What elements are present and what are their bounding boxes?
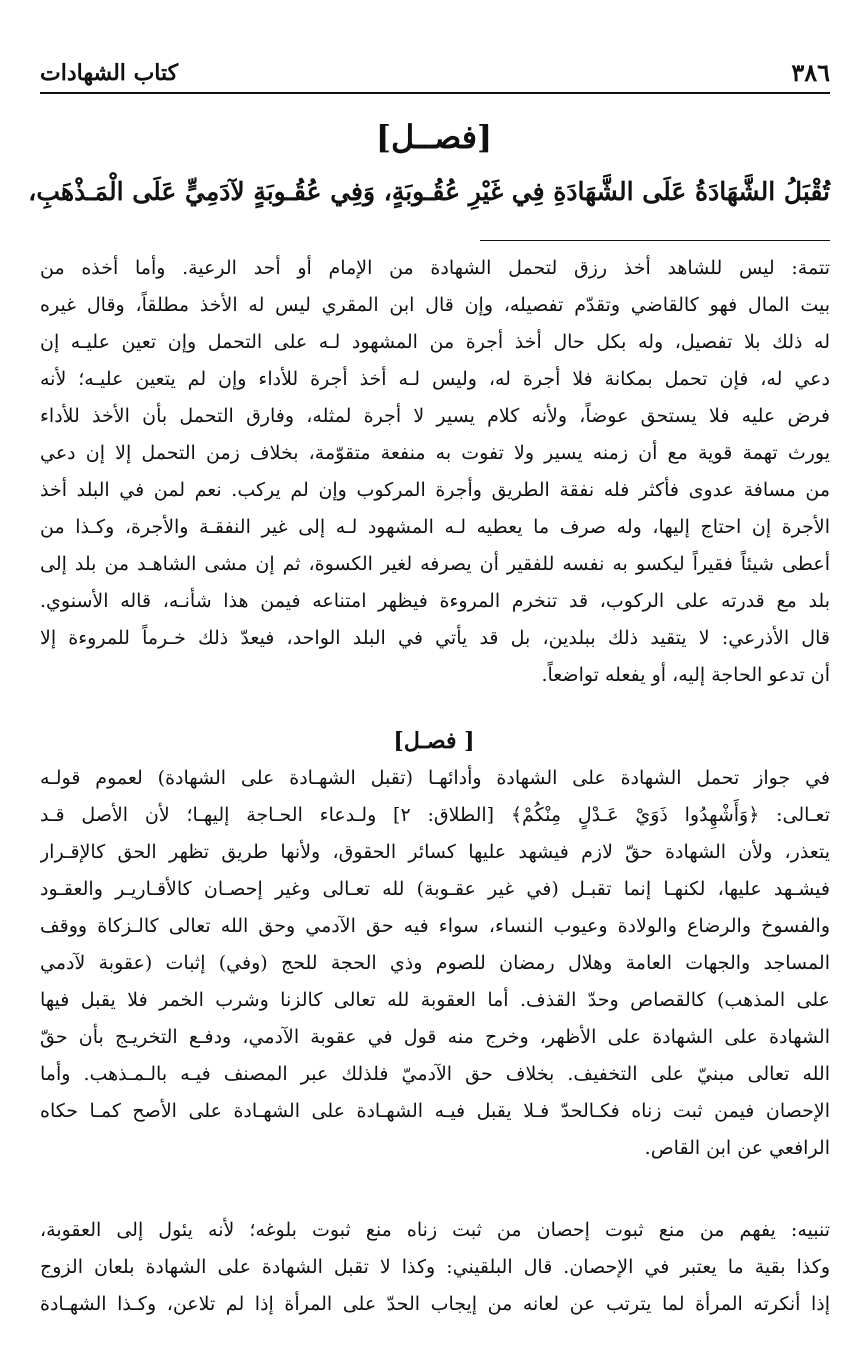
text-line: قال الأذرعي: لا يتقيد ذلك ببلدين، بل قد يأتي في البلد الواحد، فيعدّ ذلك خـرماً للمروءة إلا (40, 627, 830, 649)
text-line: يتعذر، ولأن الشهادة حقّ لازم فيشهد عليها كسائر الحقوق، ولأنها طريق تظهر الحق كالإقـرار (40, 841, 830, 863)
running-title: كتاب الشهادات (40, 60, 179, 86)
text-line: أن تدعو الحاجة إليه، أو يفعله تواضعاً. (541, 664, 830, 686)
text-line: المساجد والجهات العامة وهلال رمضان للصوم وذي الحجة للحج (وفي) إثبات (عقوبة لآدمي (40, 952, 830, 974)
text-line: الشهادة على الشهادة على الأظهر، وخرج منه قول في عقوبة الآدمي، ودفـع التخريـج بأن حقّ (40, 1026, 830, 1048)
text-line: بيت المال فهو كالقاضي وتقدّم تفصيله، وإن قال ابن المقري ليس له الأخذ مطلقاً، وقال غيره (40, 294, 830, 316)
text-line: دعي له، فإن تحمل بمكانة فلا أجرة له، وليس لـه أخذ أجرة للأداء وإن لم يتعين عليـه؛ لأنه (40, 368, 830, 390)
text-line: يورث تهمة قوية مع أن زمنه يسير ولا تفوت به منفعة متقوّمة، بخلاف زمن التحمل إلا إن دعي (40, 442, 830, 464)
text-line: والفسوخ والرضاع والولادة وعيوب النساء، سواء فيه حق الآدمي وحق الله تعالى كالـزكاة ووقف (40, 915, 830, 937)
matn-divider (480, 240, 830, 241)
tanbih-paragraph (40, 1212, 830, 1323)
text-line: وكذا بقية ما يعتبر في الإحصان. قال البلقيني: وكذا لا تقبل الشهادة على الشهادة بلعان الزوج (40, 1256, 830, 1278)
text-line: تعـالى: ﴿وَأَشْهِدُوا ذَوَيْ عَـدْلٍ مِنْكُمْ﴾ [الطلاق: ٢] ولـدعاء الحـاجة إليهـا؛ لأن الأصل قـد (40, 804, 830, 826)
text-line: الرافعي عن ابن القاص. (644, 1137, 830, 1159)
tatimma-paragraph (40, 250, 830, 694)
text-line: له ذلك بلا تفصيل، وله بكل حال أخذ أجرة من المشهود لـه على التحمل وإن تعين عليـه إن (40, 331, 830, 353)
text-line: فرض عليه فلا يستحق عوضاً، ولأنه كلام يسير لا أجرة لمثله، وفارق التحمل بأن الأخذ للأداء (40, 405, 830, 427)
text-line: إذا أنكرته المرأة لما يترتب عن لعانه من إيجاب الحدّ على المرأة إذا لم تلاعن، وكـذا الشهـادة (40, 1293, 830, 1315)
text-line: من مسافة عدوى فأكثر فله نفقة الطريق وأجرة المركوب وإن لم يركب. نعم لمن في البلد أخذ (40, 479, 830, 501)
text-line: تتمة: ليس للشاهد أخذ رزق لتحمل الشهادة من الإمام أو أحد الرعية. وأما أخذه من (40, 257, 830, 279)
page-number: ٣٨٦ (791, 58, 830, 87)
text-line: في جواز تحمل الشهادة على الشهادة وأدائهـا (تقبل الشهـادة على الشهادة) لعموم قولـه (40, 767, 830, 789)
text-line: فيشـهد عليها، لكنهـا إنما تقبـل (في غير عقـوبة) لله تعـالى وغير إحصـان كالأقـاريـر والعقـود (40, 878, 830, 900)
text-line: الله تعالى مبنيّ على التخفيف. بخلاف حق الآدميّ فلذلك عبر المصنف فيـه بالـمـذهب. وأما (40, 1063, 830, 1085)
text-line: تنبيه: يفهم من منع ثبوت إحصان من ثبت زناه منع ثبوت بلوغه؛ لأنه يئول إلى العقوبة، (40, 1219, 830, 1241)
text-line: بلد مع قدرته على الركوب، قد تنخرم المروءة فيظهر امتناعه فيمن هذا شأنـه، قاله الأسنوي. (40, 590, 830, 612)
page-header (40, 54, 830, 94)
commentary-paragraph (40, 760, 830, 1167)
text-line: أعطى شيئاً فقيراً ليكسو به نفسه للفقير أن يصرفه لغير الكسوة، ثم إن مشى الشاهـد من بلد إلى (40, 553, 830, 575)
text-line: الإحصان فيمن ثبت زناه فكـالحدّ فـلا يقبل فيـه الشهـادة على الشهـادة على الأصح كمـا حكاه (40, 1100, 830, 1122)
section-heading: [فصــل] (375, 118, 493, 156)
text-line: على المذهب) كالقصاص وحدّ القذف. أما العقوبة لله تعالى كالزنا وشرب الخمر فلا يقبل فيها (40, 989, 830, 1011)
section-heading-2: [ فصـل] (393, 728, 475, 754)
text-line: الأجرة إن احتاج إليها، وله صرف ما يعطيه لـه المشهود لـه إلى غير النفقـة والأجرة، وكـذا من (40, 516, 830, 538)
matn-text: تُقْبَلُ الشَّهَادَةُ عَلَى الشَّهَادَةِ فِي غَيْرِ عُقُـوبَةٍ، وَفِي عُقُـوبَةٍ لآدَمِيٍّ عَلَى الْمَـذْهَبِ، (28, 177, 830, 206)
